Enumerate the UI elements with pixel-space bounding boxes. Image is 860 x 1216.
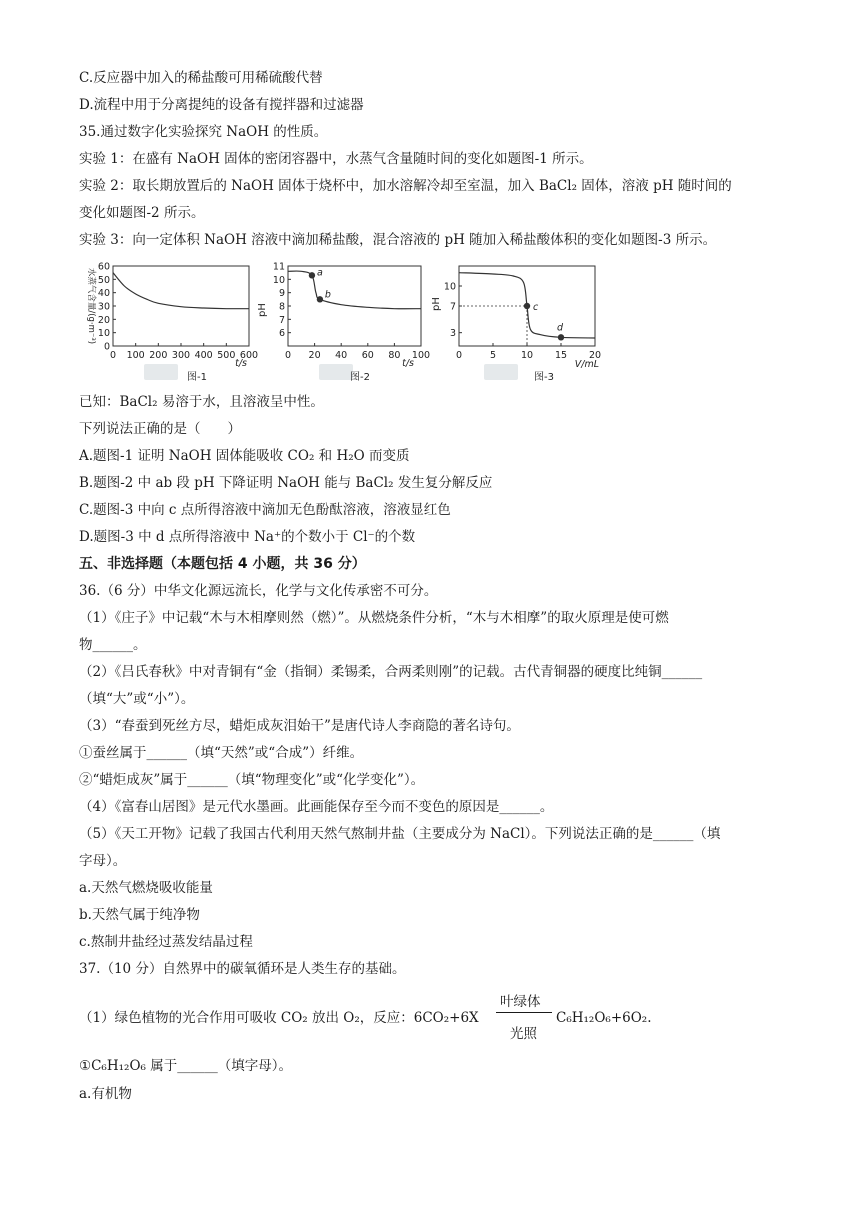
x-axis-label: t/s	[235, 358, 247, 369]
data-point-c	[524, 303, 530, 309]
x-tick-label: 400	[194, 350, 213, 361]
x-tick-label: 0	[455, 350, 463, 361]
option-c: C.题图-3 中向 c 点所得溶液中滴加无色酚酞溶液，溶液显红色	[79, 502, 451, 518]
y-axis-label: pH	[431, 297, 442, 311]
option-d-line: D.流程中用于分离提纯的设备有搅拌器和过滤器	[79, 97, 364, 113]
data-point-b	[317, 296, 323, 302]
figure-label: 图-1	[187, 372, 207, 383]
y-tick-label: 11	[272, 261, 285, 273]
x-tick-label: 300	[171, 350, 191, 361]
question-36-stem: 36.（6 分）中华文化源远流长，化学与文化传承密不可分。	[79, 583, 438, 599]
option-c-line: C.反应器中加入的稀盐酸可用稀硫酸代替	[79, 70, 323, 86]
y-tick-label: 10	[443, 281, 456, 293]
plot-frame	[113, 266, 249, 346]
section-5-heading: 五、非选择题（本题包括 4 小题，共 36 分）	[79, 556, 366, 572]
point-label-d: d	[557, 322, 564, 334]
question-prompt: 下列说法正确的是（ ）	[79, 421, 241, 437]
y-tick-label: 9	[278, 288, 285, 300]
y-axis-label: pH	[257, 303, 268, 317]
q36-part3: （3）“春蚕到死丝方尽，蜡炬成灰泪始干”是唐代诗人李商隐的著名诗句。	[79, 718, 520, 734]
option-a: A.题图-1 证明 NaOH 固体能吸收 CO₂ 和 H₂O 而变质	[79, 448, 410, 464]
known-info: 已知：BaCl₂ 易溶于水，且溶液呈中性。	[79, 394, 324, 410]
x-axis-label: t/s	[402, 358, 414, 369]
equation-condition-bottom: 光照	[510, 1026, 537, 1042]
q36-choice-c: c.熬制井盐经过蒸发结晶过程	[79, 934, 253, 950]
y-tick-label: 20	[97, 314, 110, 326]
figure-3-chart	[431, 260, 609, 385]
q36-part3-1: ①蚕丝属于______（填“天然”或“合成”）纤维。	[79, 745, 364, 761]
q37-choice-a: a.有机物	[79, 1086, 132, 1102]
data-point-d	[558, 334, 564, 340]
point-label-c: c	[533, 302, 539, 313]
q36-part1-cont: 物______。	[79, 637, 147, 653]
y-tick-label: 10	[272, 274, 285, 286]
experiment-2-cont: 变化如题图-2 所示。	[79, 205, 205, 221]
q36-part3-2: ②“蜡炬成灰”属于______（填“物理变化”或“化学变化”）。	[79, 772, 425, 788]
series-line	[288, 271, 421, 309]
point-label-a: a	[316, 267, 323, 279]
experiment-1: 实验 1：在盛有 NaOH 固体的密闭容器中，水蒸气含量随时间的变化如题图-1 所示。	[79, 151, 593, 167]
experiment-3: 实验 3：向一定体积 NaOH 溶液中滴加稀盐酸，混合溶液的 pH 随加入稀盐酸体积的变化如题图-3 所示。	[79, 232, 717, 248]
figure-1-chart	[79, 260, 264, 385]
q36-part5: （5）《天工开物》记载了我国古代利用天然气熬制井盐（主要成分为 NaCl）。下列说法正确的是______（填	[79, 826, 721, 842]
y-axis-label: 水蒸气含量/(g·m⁻³)	[86, 267, 96, 345]
q36-part5-cont: 字母）。	[79, 853, 127, 869]
question-37-stem: 37.（10 分）自然界中的碳氧循环是人类生存的基础。	[79, 961, 406, 977]
y-tick-label: 6	[278, 328, 285, 340]
equation-condition-top: 叶绿体	[500, 994, 541, 1010]
y-tick-label: 50	[97, 274, 110, 286]
q36-part2-cont: （填“大”或“小”）。	[79, 691, 195, 707]
equation-bar	[496, 1012, 552, 1013]
figure-2-chart	[259, 260, 439, 385]
x-tick-label: 15	[554, 350, 568, 361]
figures-row	[79, 260, 619, 385]
x-tick-label: 60	[361, 350, 374, 361]
x-tick-label: 5	[489, 350, 497, 361]
q36-choice-b: b.天然气属于纯净物	[79, 907, 200, 923]
x-tick-label: 100	[126, 350, 145, 361]
x-tick-label: 80	[388, 350, 401, 361]
x-tick-label: 40	[335, 350, 348, 361]
x-tick-label: 10	[520, 350, 534, 361]
y-tick-label: 7	[449, 301, 456, 313]
x-tick-label: 500	[217, 350, 236, 361]
x-tick-label: 200	[149, 350, 168, 361]
y-tick-label: 8	[278, 301, 285, 313]
x-tick-label: 0	[109, 350, 117, 361]
q36-part4: （4）《富春山居图》是元代水墨画。此画能保存至今而不变色的原因是______。	[79, 799, 554, 815]
option-b: B.题图-2 中 ab 段 pH 下降证明 NaOH 能与 BaCl₂ 发生复分解反应	[79, 475, 493, 491]
series-line	[113, 273, 249, 309]
figure-label: 图-2	[350, 372, 370, 383]
q37-part1-1: ①C₆H₁₂O₆ 属于______（填字母）。	[79, 1058, 292, 1074]
x-tick-label: 20	[588, 350, 602, 361]
x-tick-label: 100	[411, 350, 431, 361]
q36-choice-a: a.天然气燃烧吸收能量	[79, 880, 213, 896]
x-tick-label: 600	[239, 350, 259, 361]
y-tick-label: 60	[97, 261, 110, 273]
y-tick-label: 0	[103, 341, 110, 353]
x-axis-label: V/mL	[574, 359, 599, 370]
experiment-2: 实验 2：取长期放置后的 NaOH 固体于烧杯中，加水溶解冷却至室温，加入 BaCl₂ 固体，溶液 pH 随时间的	[79, 178, 732, 194]
q37-part1: （1）绿色植物的光合作用可吸收 CO₂ 放出 O₂，反应：6CO₂+6X	[79, 1010, 479, 1026]
data-point-a	[309, 272, 315, 278]
point-label-b: b	[324, 289, 331, 301]
q36-part1: （1）《庄子》中记载“木与木相摩则然（燃）”。从燃烧条件分析，“木与木相摩”的取火原理是使可燃	[79, 610, 669, 626]
y-tick-label: 30	[97, 301, 110, 313]
q36-part2: （2）《吕氏春秋》中对青铜有“金（指铜）柔锡柔，合两柔则刚”的记载。古代青铜器的硬度比纯铜______	[79, 664, 703, 680]
question-35-stem: 35.通过数字化实验探究 NaOH 的性质。	[79, 124, 328, 140]
y-tick-label: 3	[449, 328, 456, 340]
option-d: D.题图-3 中 d 点所得溶液中 Na⁺的个数小于 Cl⁻的个数	[79, 529, 416, 545]
equation-products: C₆H₁₂O₆+6O₂.	[556, 1010, 652, 1026]
y-tick-label: 40	[97, 288, 110, 300]
x-tick-label: 20	[308, 350, 321, 361]
figure-label: 图-3	[534, 372, 554, 383]
y-tick-label: 10	[97, 328, 110, 340]
y-tick-label: 7	[278, 314, 285, 326]
x-tick-label: 0	[284, 350, 292, 361]
